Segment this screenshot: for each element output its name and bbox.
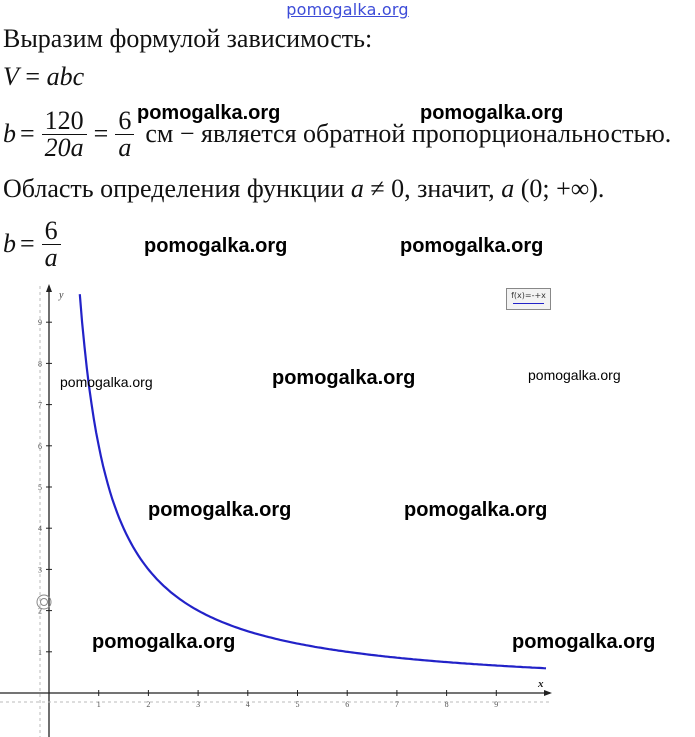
- watermark: pomogalka.org: [144, 235, 288, 257]
- y-tick-label: 5: [38, 483, 42, 492]
- fraction-denominator: a: [44, 242, 58, 272]
- y-tick-label: 7: [38, 400, 42, 410]
- x-tick-label: 8: [444, 700, 449, 709]
- scribble-mark-inner: [41, 599, 48, 606]
- domain-var: a: [350, 174, 364, 203]
- formula-v-lhs: V: [3, 62, 19, 91]
- watermark: pomogalka.org: [272, 367, 416, 389]
- watermark: pomogalka.org: [420, 102, 564, 124]
- y-axis-arrow: [46, 284, 52, 292]
- watermark: pomogalka.org: [148, 499, 292, 521]
- x-tick-label: 5: [295, 700, 300, 709]
- y-tick-label: 2: [38, 606, 42, 616]
- watermark: pomogalka.org: [528, 367, 621, 383]
- hyperbola-curve: [80, 294, 546, 668]
- domain-cond: ≠ 0,: [370, 174, 411, 203]
- x-tick-label: 6: [345, 700, 350, 709]
- domain-var-2: a: [501, 174, 515, 203]
- watermark: pomogalka.org: [400, 235, 544, 257]
- fraction-numerator: 6: [115, 108, 134, 135]
- top-watermark: pomogalka.org: [286, 0, 409, 19]
- x-tick-label: 4: [245, 700, 250, 709]
- fraction-numerator: 120: [42, 108, 87, 135]
- fraction-denominator: 20a: [44, 132, 84, 162]
- y-tick-label: 8: [38, 359, 42, 369]
- formula-v-rhs: abc: [46, 62, 85, 91]
- y-tick-label: 6: [38, 441, 42, 451]
- y-tick-label: 3: [38, 565, 42, 575]
- x-tick-label: 1: [96, 700, 101, 709]
- watermark: pomogalka.org: [137, 102, 281, 124]
- legend-swatch: [513, 303, 544, 304]
- domain-text-1: Область определения функции: [3, 174, 345, 203]
- formula-v-eq: =: [25, 62, 41, 91]
- x-axis-arrow: [544, 690, 552, 696]
- y-tick-label: 4: [38, 524, 42, 534]
- legend-label: f(x)=-+x: [511, 291, 546, 300]
- y-axis-label: y: [59, 290, 64, 301]
- watermark: pomogalka.org: [92, 631, 236, 653]
- formula-b-eq1: =: [20, 119, 35, 148]
- watermark: pomogalka.org: [60, 374, 153, 390]
- y-tick-label: 9: [38, 318, 42, 328]
- intro-text: Выразим формулой зависимость:: [3, 24, 373, 53]
- fraction-numerator: 6: [42, 218, 61, 245]
- x-tick-label: 7: [394, 700, 399, 709]
- y-tick-label: 1: [38, 647, 42, 657]
- formula-b-text: см − является обратной пропорциональностью.: [145, 119, 672, 148]
- x-tick-label: 2: [146, 700, 151, 709]
- formula-b-lhs: b: [3, 119, 16, 148]
- legend-button[interactable]: [506, 288, 551, 310]
- watermark: pomogalka.org: [404, 499, 548, 521]
- formula-b-final-lhs: b: [3, 229, 16, 258]
- domain-interval: (0; +∞).: [520, 174, 605, 203]
- x-tick-label: 3: [196, 700, 201, 709]
- watermark: pomogalka.org: [512, 631, 656, 653]
- fraction-denominator: a: [118, 132, 132, 162]
- x-axis-label: x: [538, 678, 544, 690]
- formula-b-final-eq: =: [20, 229, 35, 258]
- domain-text-2: значит,: [417, 174, 495, 203]
- formula-b-eq2: =: [93, 119, 109, 148]
- x-tick-label: 9: [494, 700, 499, 709]
